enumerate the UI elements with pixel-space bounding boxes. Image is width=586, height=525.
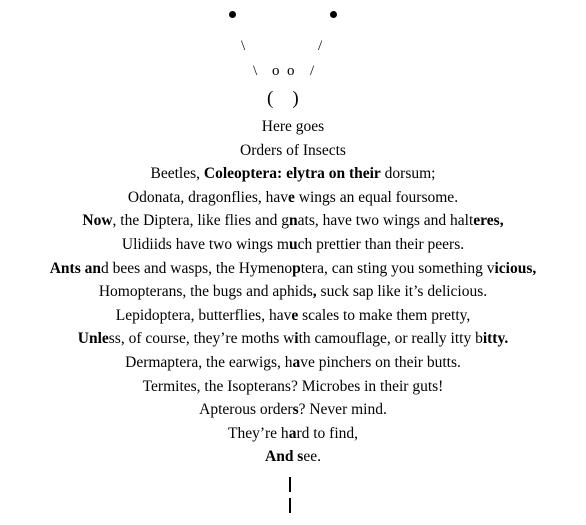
poem-line [0,283,586,301]
poem-line [0,142,586,160]
bold-segment: e [291,306,299,324]
text-segment: Apterous order [199,401,293,419]
left-antenna-tip [229,11,236,18]
text-segment: Homopterans, the bugs and aphids [98,283,313,301]
insect-body: ( ) [267,88,299,109]
text-segment: ch prettier than their peers. [297,236,465,253]
text-segment: Dermaptera, the earwigs, h [125,354,293,371]
poem-line [0,189,586,207]
text-segment: Lepidoptera, butterflies, hav [115,306,292,324]
poem-line [0,260,586,278]
bold-segment: a [288,424,297,442]
text-segment: ats, have two wings and halt [297,212,474,230]
text-segment: Here goes [261,118,325,135]
text-segment: Termites, the Isopterans? Microbes in their guts! [142,377,444,395]
text-segment: ee. [303,448,321,466]
bold-segment: icious, [494,259,537,277]
bold-segment: , [312,283,317,301]
bold-segment: i [294,330,299,348]
poem-line [0,165,586,183]
text-segment: Orders of Insects [240,141,346,159]
bold-segment: Unle [77,330,109,348]
text-segment: ve pinchers on their butts. [300,354,461,371]
right-antenna-tip [330,11,337,18]
text-segment: suck sap like it’s delicious. [316,283,488,301]
bold-segment: Ants an [49,259,101,277]
text-segment: dorsum; [380,165,436,183]
poem-line [0,118,586,136]
text-segment: ss, of course, they’re moths w [108,330,295,348]
poem-line [0,448,586,466]
bold-segment: e [288,188,295,206]
text-segment: , the Diptera, like flies and g [112,212,290,230]
right-antenna: / [318,38,323,54]
head-right-stroke: / [310,63,315,79]
bold-segment: n [289,212,298,230]
text-segment: ? Never mind. [298,401,387,419]
bold-segment: s [292,401,299,419]
bold-segment: a [292,354,301,371]
head-left-stroke: \ [253,63,258,79]
poem-line [0,330,586,348]
poem-line [0,378,586,396]
poem-line [0,212,586,230]
left-antenna: \ [241,38,246,54]
bold-segment: itty. [482,330,509,348]
text-segment: Odonata, dragonflies, hav [127,188,289,206]
text-segment: rd to find, [296,424,358,442]
eyes: o o [272,63,295,79]
text-segment: Beetles, [150,165,204,183]
poem-line [0,307,586,325]
bold-segment: u [288,236,298,253]
text-segment: Ulidiids have two wings m [121,236,289,253]
bold-segment: eres, [473,212,504,230]
text-segment: tera, can sting you something v [300,259,495,277]
bold-segment: Now [82,212,113,230]
poem-line [0,401,586,419]
poem-line [0,425,586,443]
tail-stroke-lower [289,498,291,513]
bold-segment: And s [265,448,304,466]
text-segment: wings an equal foursome. [294,188,459,206]
poem-line [0,354,586,372]
tail-stroke-upper [289,477,291,492]
text-segment: They’re h [228,424,289,442]
text-segment: scales to make them pretty, [298,306,471,324]
text-segment: d bees and wasps, the Hymeno [101,259,293,277]
text-segment: th camouflage, or really itty b [298,330,483,348]
bold-segment: p [292,259,301,277]
poem-line [0,236,586,254]
bold-segment: Coleoptera: elytra on their [203,165,381,183]
